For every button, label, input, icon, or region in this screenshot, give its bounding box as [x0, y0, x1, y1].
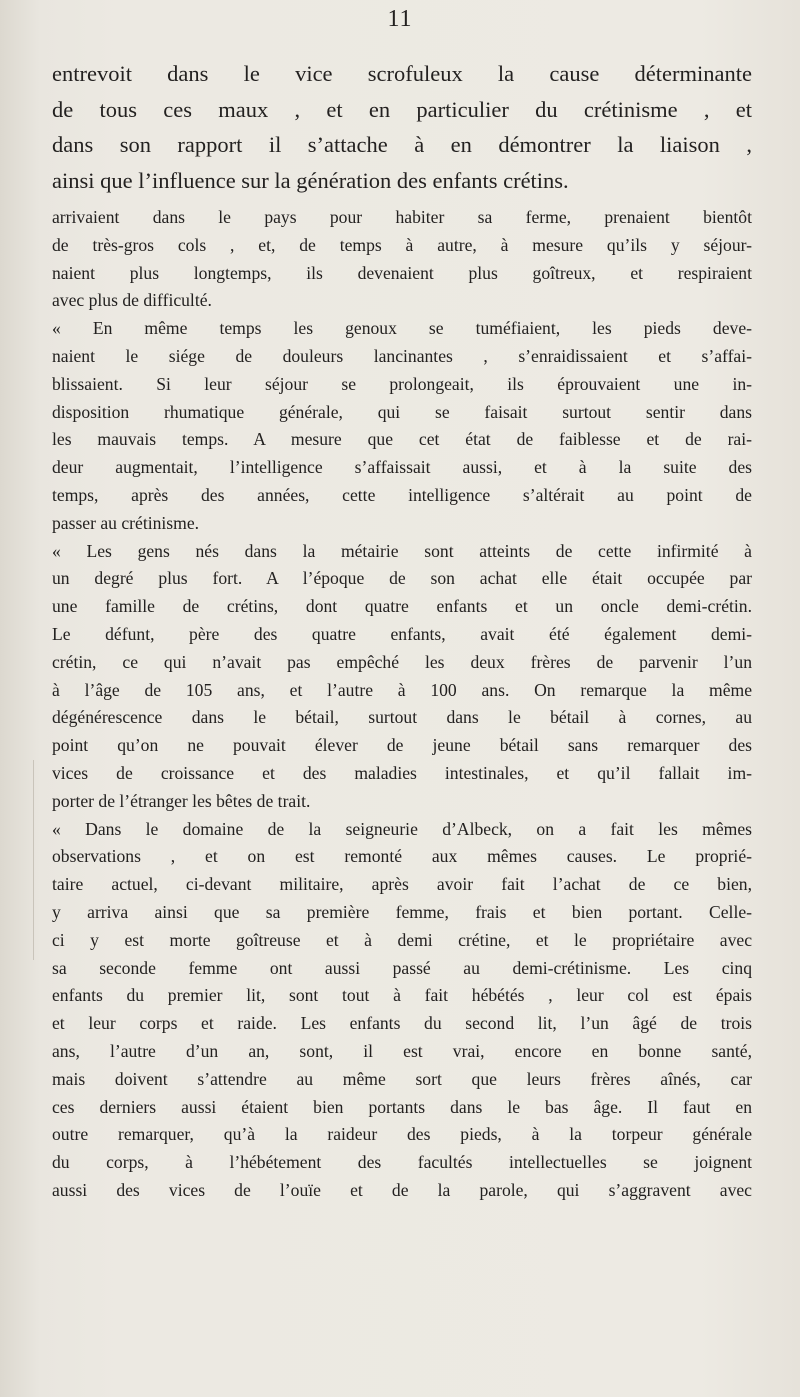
- text-line: du corps, à l’hébétement des facultés intellectuelles se joignent: [52, 1152, 752, 1173]
- text-line: taire actuel, ci-devant militaire, après avoir fait l’achat de ce bien,: [52, 874, 752, 895]
- text-line: sa seconde femme ont aussi passé au demi-crétinisme. Les cinq: [52, 957, 752, 978]
- text-line: une famille de crétins, dont quatre enfants et un oncle demi-crétin.: [52, 596, 752, 617]
- text-line: dégénérescence dans le bétail, surtout dans le bétail à cornes, au: [52, 707, 752, 728]
- text-line: avec plus de difficulté.: [52, 290, 212, 311]
- text-line: aussi des vices de l’ouïe et de la parole, qui s’aggravent avec: [52, 1179, 752, 1200]
- text-line: de tous ces maux , et en particulier du crétinisme , et: [52, 96, 752, 122]
- text-line: mais doivent s’attendre au même sort que leurs frères aînés, car: [52, 1068, 752, 1089]
- text-line: point qu’on ne pouvait élever de jeune bétail sans remarquer des: [52, 735, 752, 756]
- text-line: arrivaient dans le pays pour habiter sa ferme, prenaient bientôt: [52, 207, 752, 227]
- text-line: observations , et on est remonté aux mêmes causes. Le proprié-: [52, 846, 752, 867]
- text-line: ci y est morte goîtreuse et à demi crétine, et le propriétaire avec: [52, 929, 752, 950]
- text-line: y arriva ainsi que sa première femme, frais et bien portant. Celle-: [52, 901, 752, 922]
- text-line: vices de croissance et des maladies intestinales, et qu’il fallait im-: [52, 762, 752, 783]
- text-line: deur augmentait, l’intelligence s’affaissait aussi, et à la suite des: [52, 457, 752, 478]
- text-line: blissaient. Si leur séjour se prolongeait, ils éprouvaient une in-: [52, 373, 752, 394]
- margin-shadow: [33, 760, 34, 960]
- text-line: entrevoit dans le vice scrofuleux la cause déterminante: [52, 61, 752, 86]
- text-line: crétin, ce qui n’avait pas empêché les deux frères de parvenir l’un: [52, 651, 752, 672]
- text-line: enfants du premier lit, sont tout à fait hébétés , leur col est épais: [52, 985, 752, 1006]
- text-line: « Dans le domaine de la seigneurie d’Albeck, on a fait les mêmes: [52, 818, 752, 839]
- text-line: outre remarquer, qu’à la raideur des pieds, à la torpeur générale: [52, 1124, 752, 1145]
- text-line: temps, après des années, cette intelligence s’altérait au point de: [52, 484, 752, 505]
- text-line: les mauvais temps. A mesure que cet état de faiblesse et de rai-: [52, 429, 752, 450]
- text-line: porter de l’étranger les bêtes de trait.: [52, 790, 311, 811]
- page-number: 11: [387, 6, 413, 32]
- intro-paragraph: [52, 56, 752, 198]
- text-line: et leur corps et raide. Les enfants du second lit, l’un âgé de trois: [52, 1013, 752, 1034]
- text-line: ans, l’autre d’un an, sont, il est vrai, encore en bonne santé,: [52, 1040, 752, 1061]
- text-line: à l’âge de 105 ans, et l’autre à 100 ans. On remarque la même: [52, 679, 752, 700]
- text-line: de très-gros cols , et, de temps à autre, à mesure qu’ils y séjour-: [52, 234, 752, 255]
- text-line: passer au crétinisme.: [52, 512, 200, 533]
- text-line: ainsi que l’influence sur la génération des enfants crétins.: [52, 167, 569, 193]
- text-line: dans son rapport il s’attache à en démontrer la liaison ,: [52, 132, 752, 157]
- text-line: un degré plus fort. A l’époque de son achat elle était occupée par: [52, 568, 752, 589]
- text-line: naient le siége de douleurs lancinantes , s’enraidissaient et s’affai-: [52, 345, 752, 366]
- text-line: naient plus longtemps, ils devenaient plus goîtreux, et respiraient: [52, 262, 752, 283]
- text-line: « Les gens nés dans la métairie sont atteints de cette infirmité à: [52, 540, 752, 561]
- text-line: disposition rhumatique générale, qui se faisait surtout sentir dans: [52, 401, 752, 422]
- text-line: « En même temps les genoux se tuméfiaient, les pieds deve-: [52, 318, 752, 339]
- text-line: Le défunt, père des quatre enfants, avait été également demi-: [52, 623, 752, 644]
- quoted-report-text: [52, 204, 752, 1205]
- text-line: ces derniers aussi étaient bien portants dans le bas âge. Il faut en: [52, 1096, 752, 1117]
